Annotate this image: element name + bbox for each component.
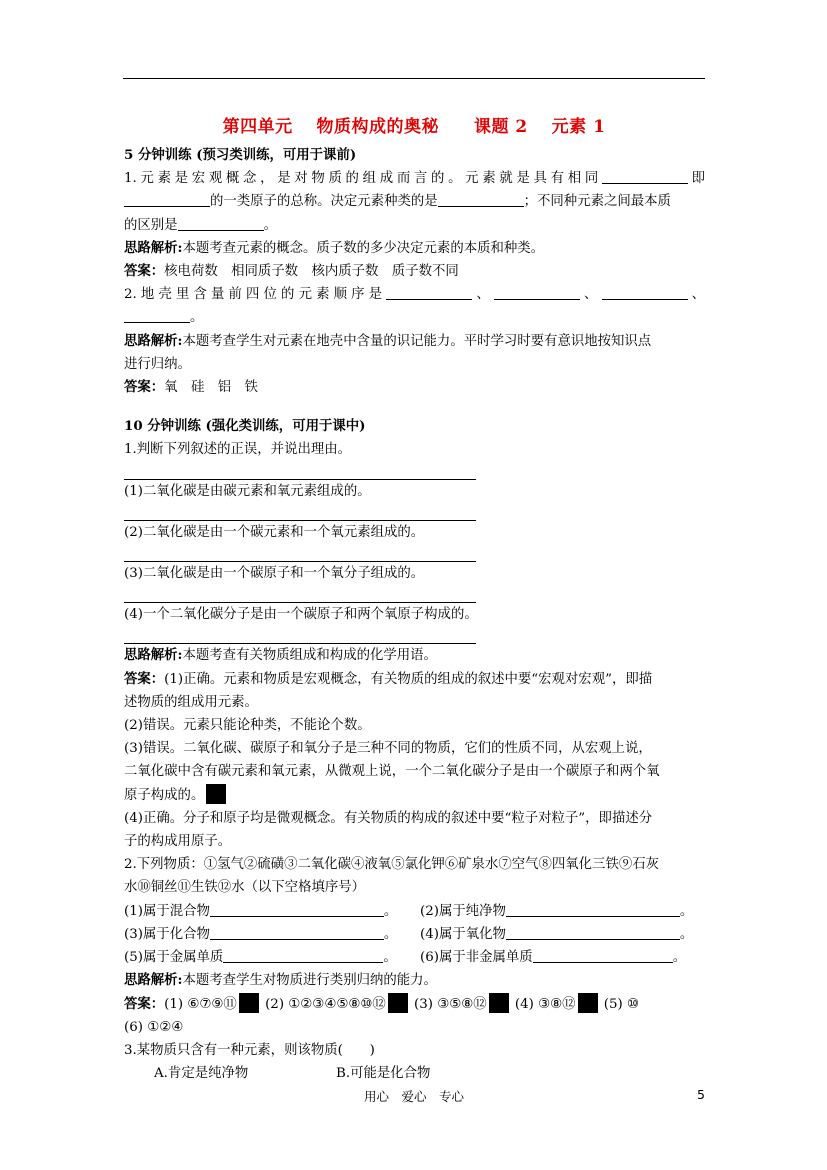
question-text: 。 <box>124 306 705 329</box>
answer: 答案：核电荷数 相同质子数 核内质子数 质子数不同 <box>124 263 459 280</box>
answer-text: (6) ①②④ <box>124 1019 184 1035</box>
statement: (3)二氧化碳是由一个碳原子和一个氧分子组成的。 <box>124 566 425 582</box>
question-text: 1.判断下列叙述的正误，并说出理由。 <box>124 442 352 458</box>
statement: (4)一个二氧化碳分子是由一个碳原子和两个氧原子构成的。 <box>124 607 478 623</box>
answer-blank <box>124 191 210 207</box>
answer-blank <box>602 284 688 300</box>
answer-line <box>124 585 476 603</box>
page-number: 5 <box>697 1087 705 1102</box>
analysis: 思路解析:本题考查学生对元素在地壳中含量的识记能力。平时学习时要有意识地按知识点 <box>124 332 652 349</box>
answer: 答案：氧 硅 铝 铁 <box>124 379 258 396</box>
answer: 答案：(1)正确。元素和物质是宏观概念，有关物质的组成的叙述中要“宏观对宏观”，即描 <box>124 670 653 687</box>
answer-blank <box>438 191 524 207</box>
question-text: 2.下列物质：①氢气②硫磺③二氧化碳④液氧⑤氯化钾⑥矿泉水⑦空气⑧四氧化三铁⑨石灰 <box>124 857 660 873</box>
redaction-block <box>388 993 408 1013</box>
fill-row: (1)属于混合物 。 (2)属于纯净物 。 <box>124 900 705 923</box>
answer-text: (3)错误。二氧化碳、碳原子和氧分子是三种不同的物质，它们的性质不同，从宏观上说， <box>124 741 652 757</box>
choice-row <box>124 1062 705 1085</box>
statement: (1)二氧化碳是由碳元素和氧元素组成的。 <box>124 483 371 499</box>
redaction-block <box>206 784 226 804</box>
analysis: 思路解析:本题考查学生对物质进行类别归纳的能力。 <box>124 972 437 989</box>
answer-line <box>124 544 476 562</box>
answer-blank <box>386 284 472 300</box>
answer-text: 子的构成用原子。 <box>124 834 232 850</box>
analysis: 思路解析:本题考查元素的概念。质子数的多少决定元素的本质和种类。 <box>124 239 545 256</box>
answer-blank <box>124 307 190 323</box>
fill-row: (5)属于金属单质 。 (6)属于非金属单质 。 <box>124 946 705 969</box>
statement: (2)二氧化碳是由一个碳元素和一个氧元素组成的。 <box>124 524 425 540</box>
answer-text: 二氧化碳中含有碳元素和氧元素，从微观上说，一个二氧化碳分子是由一个碳原子和两个氧 <box>124 764 660 780</box>
answer-blank <box>178 215 264 231</box>
analysis: 思路解析:本题考查有关物质组成和构成的化学用语。 <box>124 647 437 664</box>
header-rule <box>123 78 705 79</box>
question-text: 的区别是 。 <box>124 214 705 237</box>
page-title: 第四单元 物质构成的奥秘 课题 2 元素 1 <box>222 117 606 137</box>
answer-blank <box>494 284 580 300</box>
question-text: 3.某物质只含有一种元素，则该物质( ) <box>124 1042 375 1058</box>
footer-slogan: 用心 爱心 专心 <box>363 1089 464 1104</box>
document-body <box>124 144 705 1085</box>
answer-blank <box>602 168 688 184</box>
answer-line <box>124 626 476 644</box>
section-heading-5min: 5 分钟训练 (预习类训练，可用于课前) <box>124 147 357 163</box>
choice-b: B.可能是化合物 <box>336 1066 431 1082</box>
answer: 答案：(1) ⑥⑦⑨⑪ (2) ①②③④⑤⑧⑩⑫ (3) ③⑤⑧⑫ (4) ③⑧⑫ (5) ⑩ <box>124 993 705 1016</box>
answer-text: (4)正确。分子和原子均是微观概念。有关物质的构成的叙述中要“粒子对粒子”，即描述分 <box>124 810 653 826</box>
answer-text: 原子构成的。 <box>124 784 705 807</box>
redaction-block <box>578 993 598 1013</box>
question-text: 的一类原子的总称。决定元素种类的是 ；不同种元素之间最本质 <box>124 190 705 213</box>
section-heading-10min: 10 分钟训练 (强化类训练，可用于课中) <box>124 418 366 435</box>
answer-line <box>124 462 476 480</box>
redaction-block <box>239 993 259 1013</box>
answer-line <box>124 503 476 521</box>
fill-row: (3)属于化合物 。 (4)属于氧化物 。 <box>124 923 705 946</box>
question-text: 水⑩铜丝⑪生铁⑫水（以下空格填序号） <box>124 880 366 896</box>
answer-text: (2)错误。元素只能论种类，不能论个数。 <box>124 718 371 734</box>
analysis: 进行归纳。 <box>124 356 191 372</box>
redaction-block <box>489 993 509 1013</box>
question-text: 2.地壳里含量前四位的元素顺序是 、 、 、 <box>124 283 705 306</box>
answer-text: 述物质的组成用元素。 <box>124 694 258 710</box>
choice-a: A.肯定是纯净物 <box>154 1066 249 1082</box>
question-text: 1.元素是宏观概念，是对物质的组成而言的。元素就是具有相同 即 <box>124 167 705 190</box>
